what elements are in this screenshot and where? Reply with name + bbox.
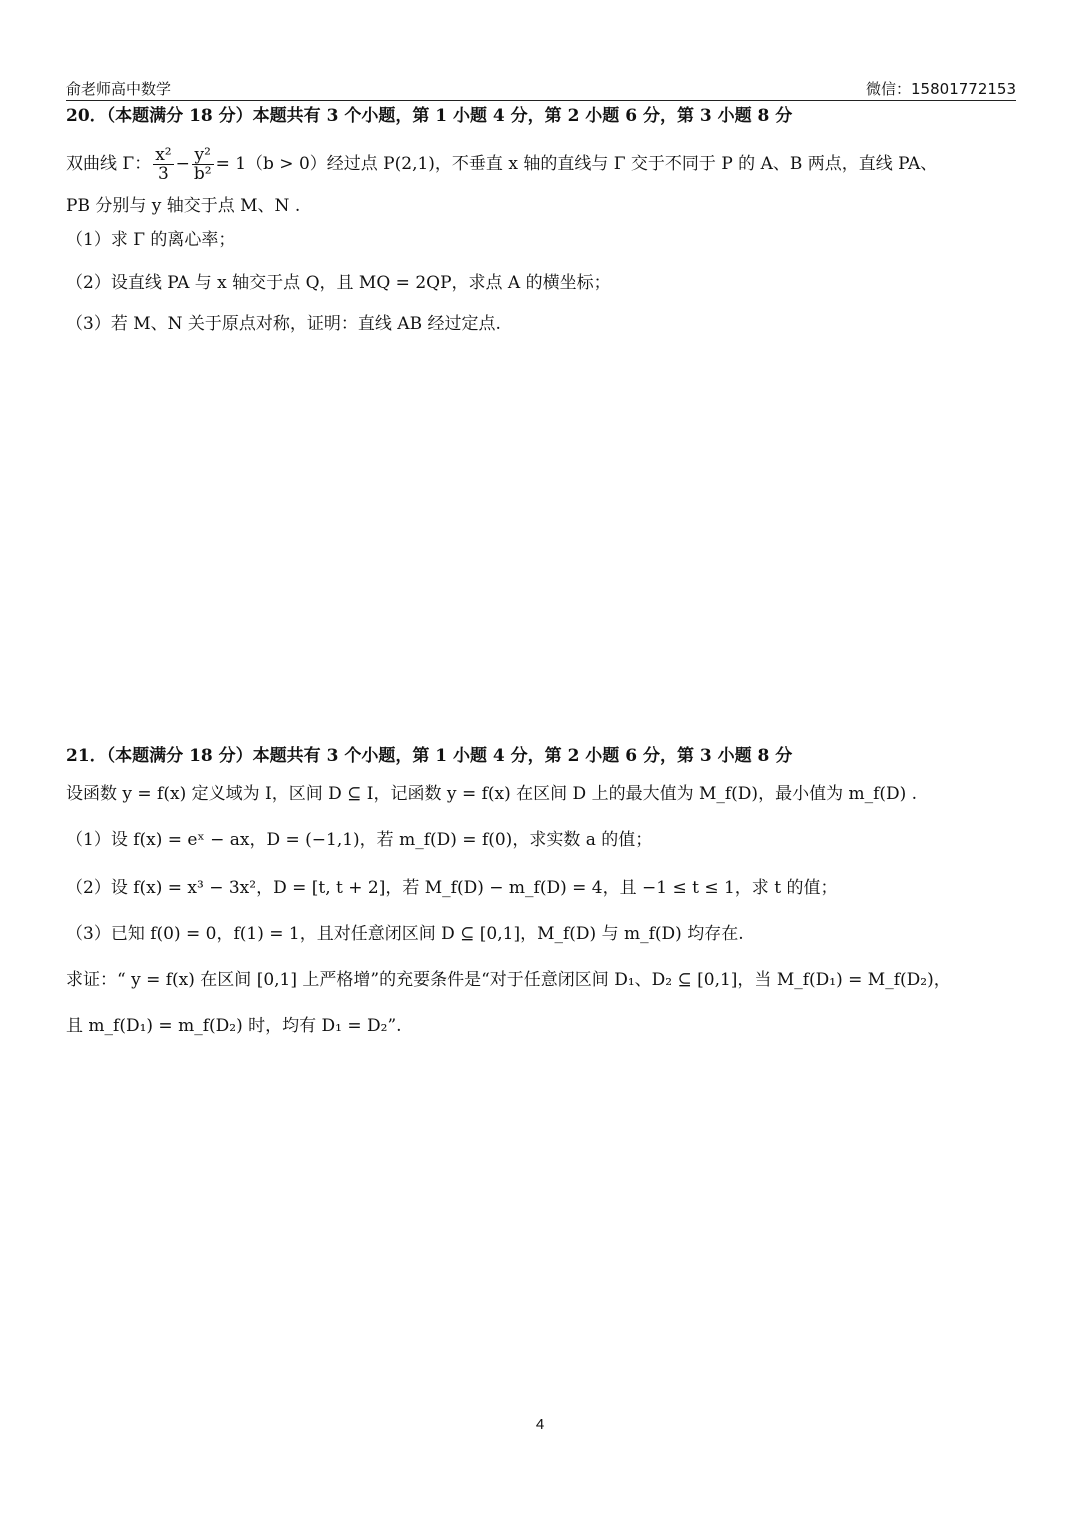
q20-title: 20．（本题满分 18 分）本题共有 3 个小题，第 1 小题 4 分，第 2 小题 6 分，第 3 小题 8 分 [66, 106, 793, 126]
q21-part1: （1）设 f(x) = eˣ − ax，D = (−1,1)，若 m_f(D) = f(0)，求实数 a 的值； [66, 830, 653, 850]
q20-fraction-y: $\frac{\text{y²}}{\text{b²}}$ [193, 145, 212, 184]
page-header [66, 78, 1016, 101]
header-right-text: 微信：15801772153 [866, 80, 1016, 98]
q20-stem-suffix: = 1（b > 0）经过点 P(2,1)，不垂直 x 轴的直线与 Γ 交于不同于 P 的 A、B 两点，直线 PA、 [215, 154, 938, 174]
q20-stem-line2: PB 分别与 y 轴交于点 M、N . [66, 196, 301, 216]
q20-part1: （1）求 Γ 的离心率； [66, 230, 236, 250]
q21-stem: 设函数 y = f(x) 定义域为 I，区间 D ⊆ I，记函数 y = f(x) 在区间 D 上的最大值为 M_f(D)，最小值为 m_f(D) . [66, 784, 918, 804]
header-left-text: 俞老师高中数学 [66, 80, 172, 98]
q21-proof-line1: 求证：“ y = f(x) 在区间 [0,1] 上严格增”的充要条件是“对于任意闭区间 D₁、D₂ ⊆ [0,1]，当 M_f(D₁) = M_f(D₂)， [66, 970, 951, 990]
q21-title: 21．（本题满分 18 分）本题共有 3 个小题，第 1 小题 4 分，第 2 小题 6 分，第 3 小题 8 分 [66, 746, 793, 766]
q21-proof-line2: 且 m_f(D₁) = m_f(D₂) 时，均有 D₁ = D₂”. [66, 1016, 402, 1036]
q21-part3: （3）已知 f(0) = 0，f(1) = 1，且对任意闭区间 D ⊆ [0,1]，M_f(D) 与 m_f(D) 均存在. [66, 924, 744, 944]
q21-part2: （2）设 f(x) = x³ − 3x²，D = [t, t + 2]，若 M_f(D) − m_f(D) = 4，且 −1 ≤ t ≤ 1，求 t 的值； [66, 878, 838, 898]
q20-part2: （2）设直线 PA 与 x 轴交于点 Q，且 MQ = 2QP，求点 A 的横坐标； [66, 273, 611, 293]
q20-stem-line1 [66, 146, 937, 183]
q20-stem-prefix: 双曲线 Γ： [66, 154, 152, 174]
q20-part3: （3）若 M、N 关于原点对称，证明：直线 AB 经过定点. [66, 314, 501, 334]
q20-minus: − [175, 154, 190, 174]
page-number: 4 [535, 1416, 545, 1433]
q20-fraction-x: $\frac{\text{x²}}{3}$ [155, 145, 172, 184]
